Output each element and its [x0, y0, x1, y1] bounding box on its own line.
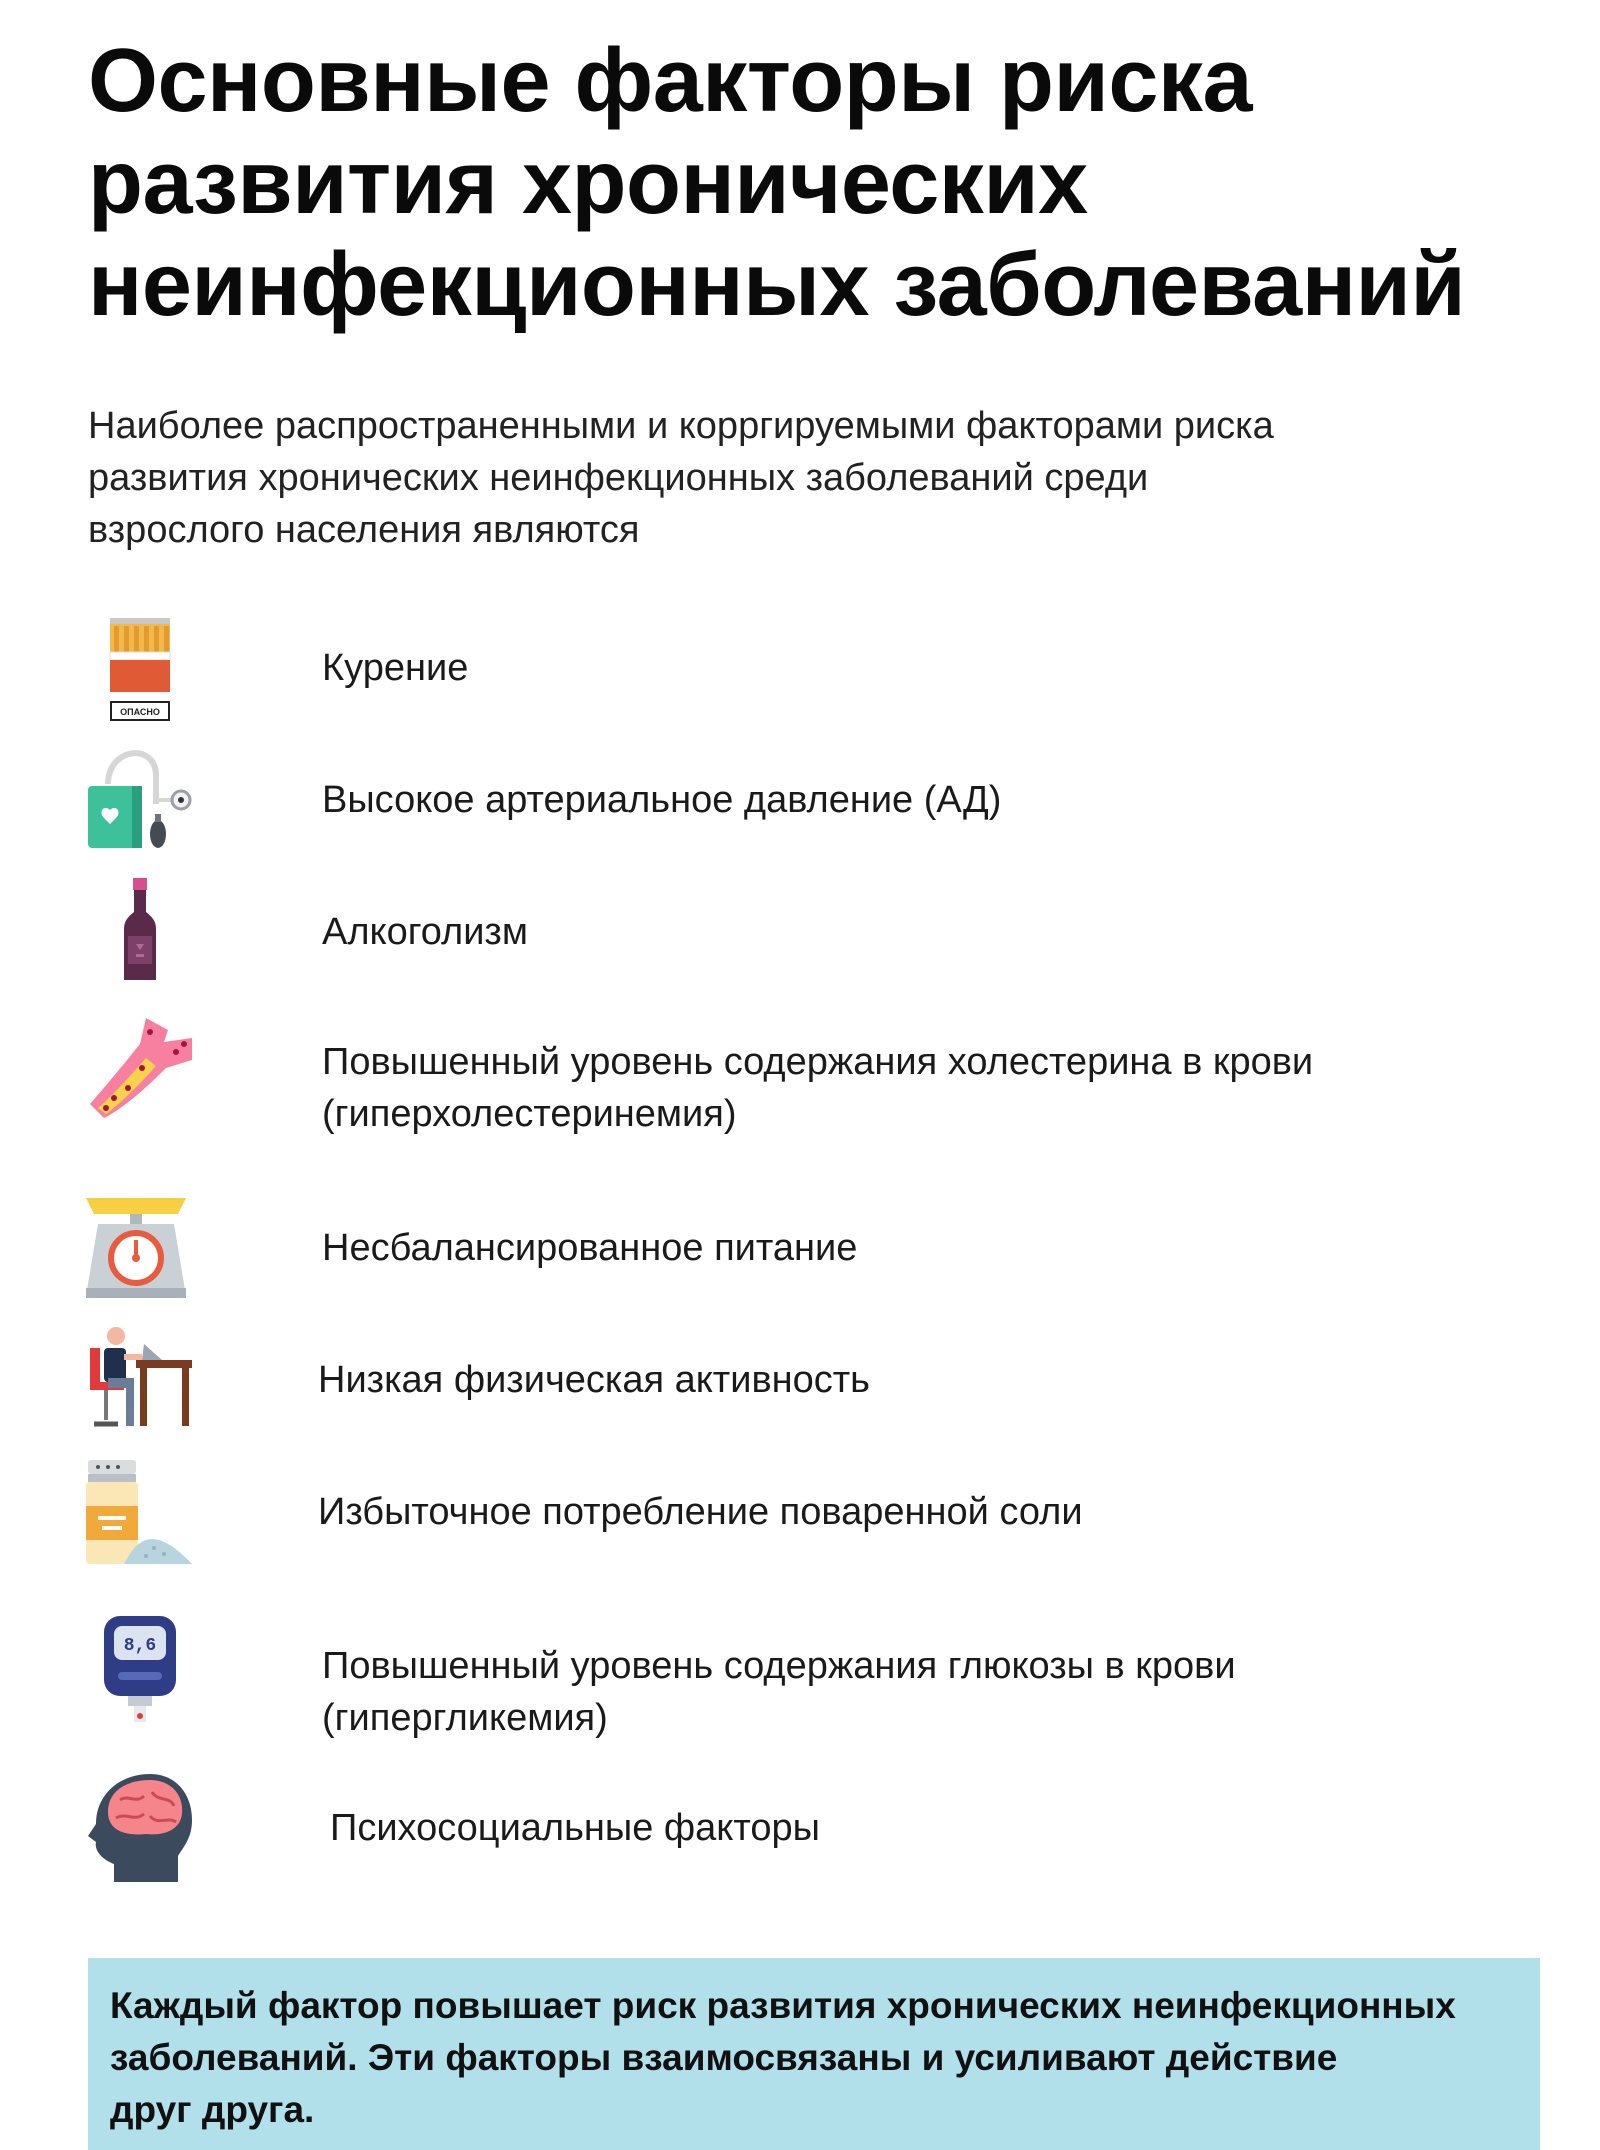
- summary-callout: [88, 1958, 1540, 2150]
- factor-label: [322, 906, 528, 958]
- title-line: развития хронических: [88, 133, 1088, 233]
- cigarette-pack-icon: [84, 612, 196, 724]
- callout-line: заболеваний. Эти факторы взаимосвязаны и усиливают действие: [110, 2037, 1338, 2078]
- factor-label: [322, 1036, 1313, 1140]
- factor-label-line: (гиперхолестеринемия): [322, 1093, 737, 1135]
- blood-pressure-monitor-icon: [84, 744, 196, 856]
- glucometer-icon: [84, 1612, 196, 1724]
- factor-label-line: Низкая физическая активность: [318, 1359, 870, 1401]
- wine-bottle-icon: [84, 876, 196, 988]
- kitchen-scale-icon: [84, 1192, 196, 1304]
- factor-label-line: Алкоголизм: [322, 911, 528, 953]
- factor-label: [322, 642, 468, 694]
- factor-label-line: Повышенный уровень содержания глюкозы в крови: [322, 1645, 1236, 1687]
- factor-label: [318, 1486, 1083, 1538]
- warning-badge: ОПАСНО: [120, 707, 160, 717]
- title-line: неинфекционных заболеваний: [88, 235, 1466, 335]
- factor-label-line: Курение: [322, 647, 469, 689]
- factor-label-line: Психосоциальные факторы: [330, 1807, 820, 1849]
- factor-label: [322, 1640, 1236, 1744]
- factor-label-line: Избыточное потребление поваренной соли: [318, 1491, 1083, 1533]
- blood-vessel-plaque-icon: [84, 1008, 196, 1120]
- intro-line: развития хронических неинфекционных заболеваний среди: [88, 457, 1149, 499]
- intro-line: Наиболее распространенными и корргируемыми факторами риска: [88, 405, 1274, 447]
- factor-label: [322, 1222, 857, 1274]
- factor-label: [330, 1802, 820, 1854]
- factor-label-line: Высокое артериальное давление (АД): [322, 779, 1002, 821]
- title-line: Основные факторы риска: [88, 31, 1253, 131]
- factor-label: [322, 774, 1001, 826]
- glucometer-reading: 8,6: [123, 1636, 157, 1656]
- callout-line: Каждый фактор повышает риск развития хронических неинфекционных: [110, 1985, 1456, 2026]
- intro-line: взрослого населения являются: [88, 509, 640, 551]
- factor-label-line: Несбалансированное питание: [322, 1227, 858, 1269]
- salt-shaker-icon: [84, 1456, 196, 1568]
- head-brain-icon: [84, 1772, 196, 1884]
- factor-label: [318, 1354, 870, 1406]
- factor-label-line: Повышенный уровень содержания холестерина в крови: [322, 1041, 1314, 1083]
- sitting-at-desk-icon: [84, 1324, 196, 1436]
- callout-line: друг друга.: [110, 2089, 315, 2130]
- factor-label-line: (гипергликемия): [322, 1697, 608, 1739]
